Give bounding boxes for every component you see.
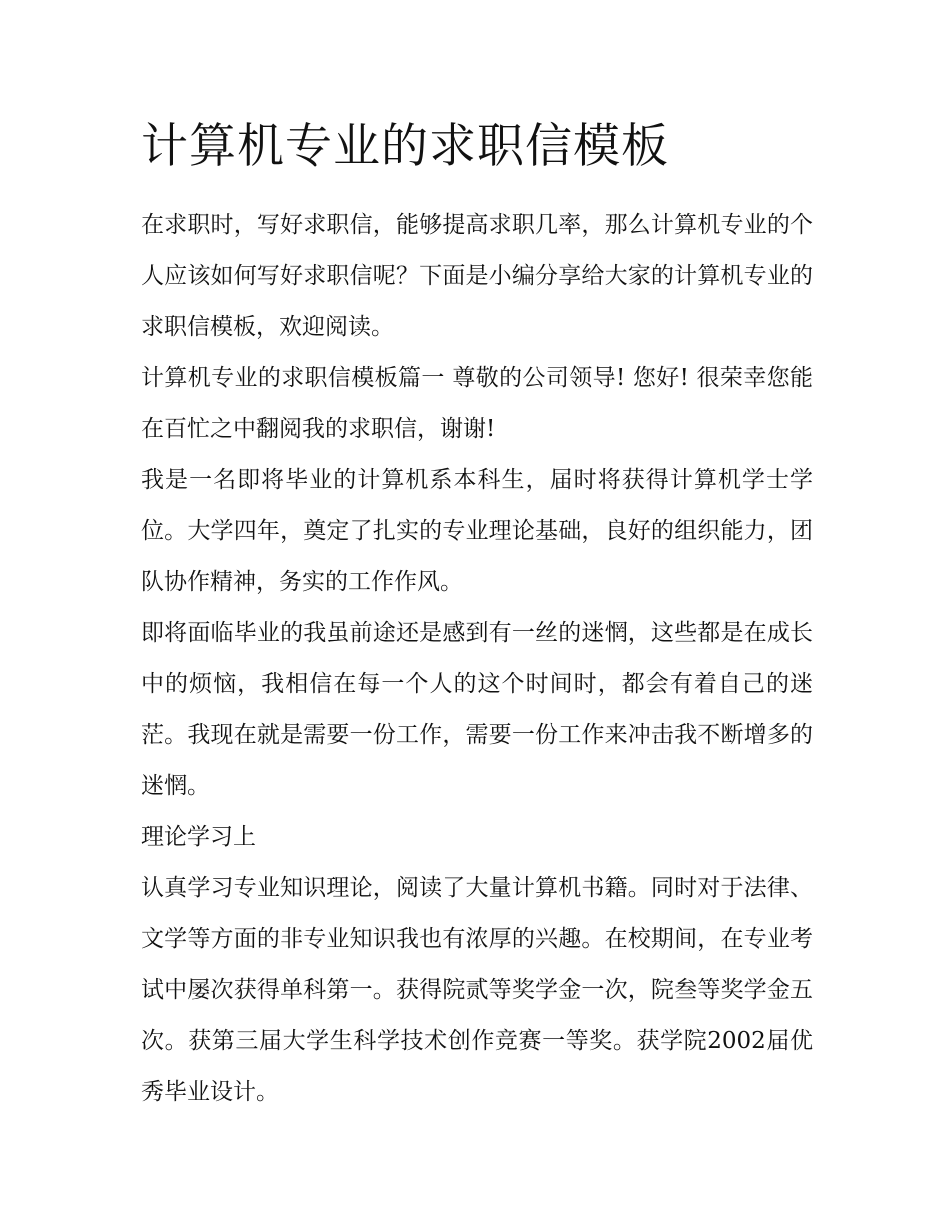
section-heading-theory-study: 理论学习上 [141,824,256,850]
paragraph-intro: 在求职时，写好求职信，能够提高求职几率，那么计算机专业的个人应该如何写好求职信呢？下面是小编分享给大家的计算机专业的求职信模板，欢迎阅读。 [141,212,813,340]
paragraph-achievements: 认真学习专业知识理论，阅读了大量计算机书籍。同时对于法律、文学等方面的非专业知识我也有浓厚的兴趣。在校期间，在专业考试中屡次获得单科第一。获得院贰等奖学金一次，院叁等奖学金五次。获第三届大学生科学技术创作竞赛一等奖。获学院2002届优秀毕业设计。 [141,875,813,1105]
paragraph-self-introduction: 我是一名即将毕业的计算机系本科生，届时将获得计算机学士学位。大学四年，奠定了扎实的专业理论基础，良好的组织能力，团队协作精神，务实的工作作风。 [141,467,813,595]
paragraph-greeting: 计算机专业的求职信模板篇一 尊敬的公司领导! 您好! 很荣幸您能在百忙之中翻阅我的求职信，谢谢! [141,365,813,442]
document-page [141,112,813,1118]
paragraph-motivation: 即将面临毕业的我虽前途还是感到有一丝的迷惘，这些都是在成长中的烦恼，我相信在每一个人的这个时间时，都会有着自己的迷茫。我现在就是需要一份工作，需要一份工作来冲击我不断增多的迷惘。 [141,620,813,799]
document-title: 计算机专业的求职信模板 [141,119,669,174]
